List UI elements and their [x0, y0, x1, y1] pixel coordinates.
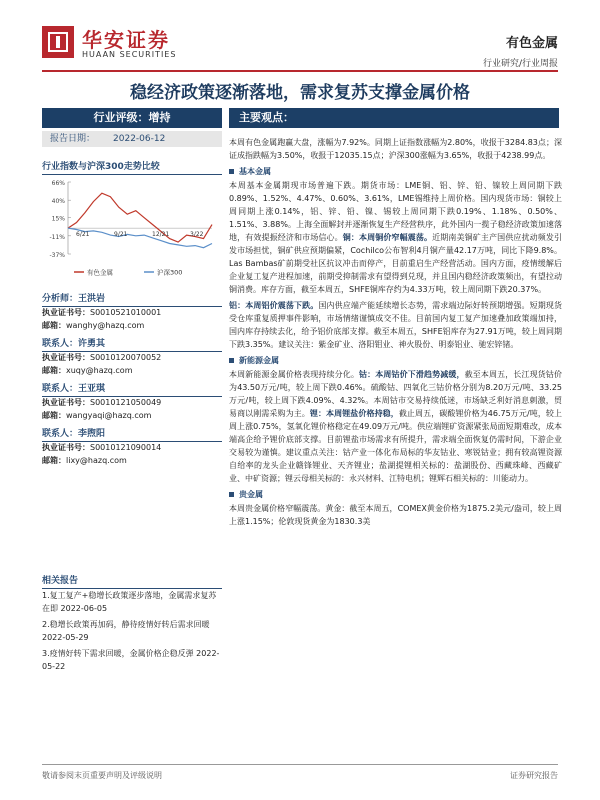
brand-name: 华安证券: [82, 28, 170, 52]
x-tick-label: 3/22: [190, 231, 204, 239]
disclaimer-note: 敬请参阅末页重要声明及评级说明: [42, 771, 162, 780]
brand-logo-icon: [42, 26, 74, 58]
report-title: 稳经济政策逐渐落地，需求复苏支撑金属价格: [130, 83, 470, 103]
cert-number: S0010521010001: [90, 308, 162, 317]
email-link[interactable]: wangyaqi@hazq.com: [66, 411, 152, 420]
analyst-section-head: [42, 291, 222, 307]
email-label: 邮箱：: [42, 366, 66, 375]
y-tick-label: -11%: [49, 233, 65, 241]
legend-label: 沪深300: [157, 268, 183, 277]
related-reports-head: 相关报告: [42, 573, 222, 589]
contact-info: [42, 441, 222, 467]
rating-label: 行业评级：: [93, 111, 149, 124]
email-link[interactable]: xuqy@hazq.com: [66, 366, 133, 375]
contact-name: 李煦阳: [78, 429, 106, 439]
report-date-label: 报告日期：: [50, 134, 96, 144]
y-tick-label: 66%: [51, 180, 65, 187]
email-label: 邮箱：: [42, 411, 66, 420]
cert-number: S0010121050049: [90, 398, 162, 407]
analyst-info: [42, 306, 222, 332]
brand-name-en: HUAAN SECURITIES: [82, 50, 177, 59]
y-tick-label: 15%: [51, 215, 65, 223]
email-link[interactable]: wanghy@hazq.com: [66, 321, 145, 330]
contact-section-head: [42, 336, 222, 352]
aluminum-lead: 铝：本周铝价震荡下跌。: [229, 301, 319, 310]
paragraph: [229, 179, 562, 296]
rating-bar: [42, 108, 222, 128]
report-date-bar: [42, 131, 222, 147]
contact-name: 王亚琪: [78, 384, 106, 394]
contact-section-head: [42, 381, 222, 397]
related-report-item[interactable]: 3.疫情好转下需求回暖，金属价格企稳反弹 2022-05-22: [42, 649, 220, 671]
cobalt-lead: 钴：本周钴价下滑趋势减缓，: [359, 370, 465, 379]
related-report-item[interactable]: 2.稳增长政策再加码，静待疫情好转后需求回暖 2022-05-29: [42, 620, 210, 642]
related-reports-list: [42, 590, 222, 673]
intro-paragraph: 本周有色金属跑赢大盘，涨幅为7.92%。同期上证指数涨幅为2.80%，收报于3284.83点；深证成指跌幅为3.50%，收报于12035.15点；沪深300涨幅为3.65%，收报于4238.99点。: [229, 138, 562, 160]
analyst-name: 王洪岩: [78, 294, 106, 304]
paragraph-text: 本周新能源金属价格表现持续分化。: [229, 370, 359, 379]
legend-label: 有色金属: [87, 268, 113, 277]
index-comparison-chart: [42, 176, 222, 284]
copper-lead: 铜：本周铜价窄幅震荡。: [342, 233, 433, 242]
rating-value: 增持: [148, 111, 171, 124]
key-points-header: 主要观点：: [229, 108, 559, 128]
contact-label: 联系人：: [42, 384, 79, 394]
section-heading-precious-metals: 贵金属: [229, 488, 562, 501]
paragraph-text: 国内供应端产能延续增长态势，需求端边际好转预期增强。短期现货受仓库重复质押事件影响，市场情绪谨慎成交不佳。目前国内复工复产加速叠加政策端加持，国内库存持续去化，给予铝价底部支撑。截至本周五，SHFE铝库存为27.91万吨，较上周同期下跌3.35%。建议关注：紫金矿业、洛阳钼业、神火股份、明泰铝业、驰宏锌锗。: [229, 301, 562, 349]
x-tick-label: 9/21: [114, 231, 128, 239]
related-report-item[interactable]: 1.复工复产+稳增长政策逐步落地，金属需求复苏在即 2022-06-05: [42, 591, 217, 613]
paragraph-text: 本周基本金属期现市场普遍下跌。期货市场：LME铜、铝、锌、铅、镍较上周同期下跌0.89%、1.52%、4.47%、0.60%、3.61%，LME锡维持上周价格。国内现货市场：铜较上周同期上涨0.14%，铝、锌、铅、镍、锡较上周同期下跌0.19%、1.18%、0.50%、1.51%、3.88%。上海全面解封并逐渐恢复生产经营秩序，此外国内一揽子稳经济政策加速落地，有效提振经济和市场信心。: [229, 181, 562, 242]
header-divider: [42, 70, 558, 72]
paragraph-text: 截止周五，碳酸锂价格为46.75万元/吨，较上周上涨0.75%，氢氧化锂价格稳定在49.09万元/吨。供应端锂矿资源紧张局面短期难改，成本端高企给予锂价底部支撑。目前锂盐市场需求有所提升，需求端全面恢复仍需时间，下游企业交易较为谨慎。建议重点关注：钴产业一体化布局标的华友钴业、寒锐钴业；拥有较高锂资源自给率的龙头企业赣锋锂业、天齐锂业；盐湖提锂相关标的：盐湖股份、西藏珠峰、西藏矿业、中矿资源；锂云母相关标的：永兴材料、江特电机；锂辉石相关标的：川能动力。: [229, 409, 563, 483]
cert-number: S0010121090014: [90, 443, 162, 452]
lithium-lead: 锂：本周锂盐价格持稳，: [309, 409, 399, 418]
contact-info: [42, 351, 222, 377]
email-label: 邮箱：: [42, 321, 66, 330]
email-label: 邮箱：: [42, 456, 66, 465]
cert-label: 执业证书号：: [42, 353, 90, 362]
chart-title: 行业指数与沪深300走势比较: [42, 159, 222, 175]
section-heading-base-metals: 基本金属: [229, 165, 562, 178]
x-tick-label: 6/21: [76, 231, 90, 239]
footer-brand: 证券研究报告: [510, 771, 558, 780]
cert-label: 执业证书号：: [42, 398, 90, 407]
paragraph: [229, 299, 562, 351]
report-type: 行业研究/行业周报: [482, 59, 558, 69]
footer-divider: [42, 764, 558, 765]
x-tick-label: 12/21: [152, 231, 170, 239]
cert-label: 执业证书号：: [42, 443, 90, 452]
sector-label: 有色金属: [505, 36, 558, 51]
email-link[interactable]: lixy@hazq.com: [66, 456, 127, 465]
paragraph: [229, 368, 562, 485]
section-heading-new-energy-metals: 新能源金属: [229, 354, 562, 367]
contact-label: 联系人：: [42, 429, 79, 439]
paragraph-text: 截至本周五，长江现货钴价为43.50万元/吨，较上周下跌0.46%。硫酸钴、四氧化三钴价格分别为8.20万元/吨、33.25万元/吨，较上周下跌4.09%、4.32%。本周钴市交易持续低迷，市场缺乏利好消息刺激，贸易商以刚需采购为主。: [229, 370, 562, 418]
analyst-label: 分析师：: [42, 294, 79, 304]
cert-number: S0010120070052: [90, 353, 162, 362]
contact-info: [42, 396, 222, 422]
y-tick-label: 40%: [51, 198, 65, 206]
main-body: [229, 136, 562, 531]
paragraph-text: 近期南美铜矿主产国供应扰动频发引发市场担忧，铜矿供应预期偏紧，Cochilco公布智利4月铜产量42.17万吨，同比下降9.8%。Las Bambas矿前期受社区抗议冲击而停产，目前重启生产经营活动。国内方面，疫情缓解后企业复工复产进程加速，前期受抑制需求有望得到兑现，并且国内稳经济政策频出，有望拉动铜消费。库存方面，截至本周五，SHFE铜库存约为4.33万吨，较上周同期下跌20.37%。: [229, 233, 562, 294]
report-date: 2022-06-12: [113, 134, 166, 144]
y-tick-label: -37%: [49, 252, 65, 259]
contact-name: 许勇其: [78, 339, 106, 349]
cert-label: 执业证书号：: [42, 308, 90, 317]
contact-label: 联系人：: [42, 339, 79, 349]
paragraph: 本周贵金属价格窄幅震荡。黄金：截至本周五，COMEX黄金价格为1875.2美元/盎司，较上周上涨1.15%；伦敦现货黄金为1830.3美: [229, 504, 562, 526]
contact-section-head: [42, 426, 222, 442]
